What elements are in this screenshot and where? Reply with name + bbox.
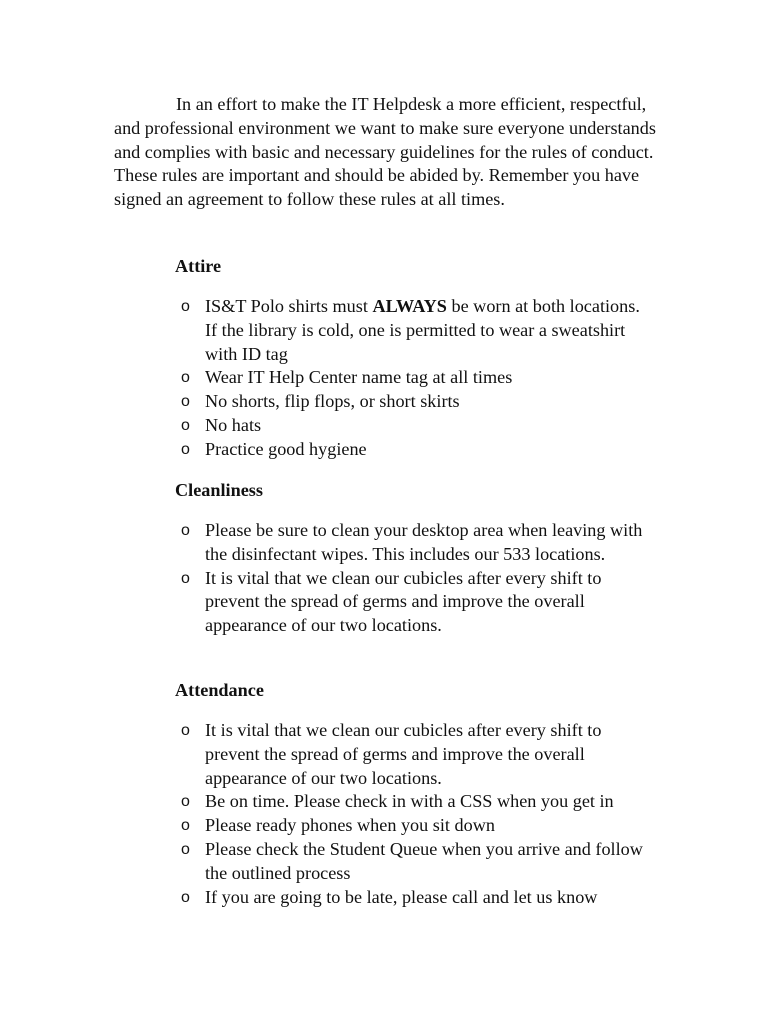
bullet-icon: o [181,522,190,539]
item-text: Be on time. Please check in with a CSS when you get in [205,791,614,812]
list-item [175,390,645,414]
item-text-emphasis: ALWAYS [372,296,447,316]
bullet-icon: o [181,793,190,811]
list-item [175,838,645,886]
item-text: No hats [205,414,262,435]
list-item [175,886,645,910]
bullet-icon: o [181,440,190,458]
bullet-icon: o [181,416,190,434]
bullet-icon: o [181,569,190,587]
section-heading-cleanliness: Cleanliness [175,480,263,500]
list-item [175,519,645,567]
bullet-icon: o [181,393,190,411]
list-item [175,790,645,814]
item-text: Practice good hygiene [205,438,367,459]
item-text: If you are going to be late, please call and let us know [205,886,598,907]
section-heading-attire: Attire [175,256,222,276]
item-text: Wear IT Help Center name tag at all times [205,367,513,388]
item-text: Please be sure to clean your desktop area when leaving with the disinfectant wipes. This includes our 533 locations. [205,520,643,564]
bullet-icon: o [181,722,190,739]
item-text: Please check the Student Queue when you arrive and follow the outlined process [205,838,643,883]
cleanliness-list [175,519,645,638]
bullet-icon: o [181,840,190,858]
intro-paragraph [114,93,659,212]
list-item [175,295,645,366]
list-item [175,567,645,638]
list-item [175,719,645,790]
item-text-pre: IS&T Polo shirts must [205,296,373,316]
list-item [175,438,645,462]
bullet-icon: o [181,817,190,835]
item-text: It is vital that we clean our cubicles after every shift to prevent the spread of germs and improve the overall appearance of our two locations. [205,567,602,636]
bullet-icon: o [181,888,190,906]
item-text: It is vital that we clean our cubicles after every shift to prevent the spread of germs and improve the overall appearance of our two locations. [205,720,602,788]
list-item [175,814,645,838]
attendance-list [175,719,645,909]
intro-text: In an effort to make the IT Helpdesk a more efficient, respectful, and professional environment we want to make sure everyone understands and complies with basic and necessary guidelines for the rules of conduct. These rules are important and should be abided by. Remember you have signed an agreement to follow these rules at all times. [114,94,656,210]
bullet-icon: o [181,369,190,387]
section-cleanliness [175,478,695,636]
section-heading-attendance: Attendance [175,680,264,700]
list-item [175,366,645,390]
attire-list [175,295,645,462]
item-text: Please ready phones when you sit down [205,815,495,836]
item-text: No shorts, flip flops, or short skirts [205,391,460,412]
section-attendance [175,678,695,907]
section-attire [175,254,695,459]
list-item [175,414,645,438]
bullet-icon: o [181,298,190,315]
item-text-post: be worn at both locations. If the library is cold, one is permitted to wear a sweatshirt with ID tag [205,296,640,364]
